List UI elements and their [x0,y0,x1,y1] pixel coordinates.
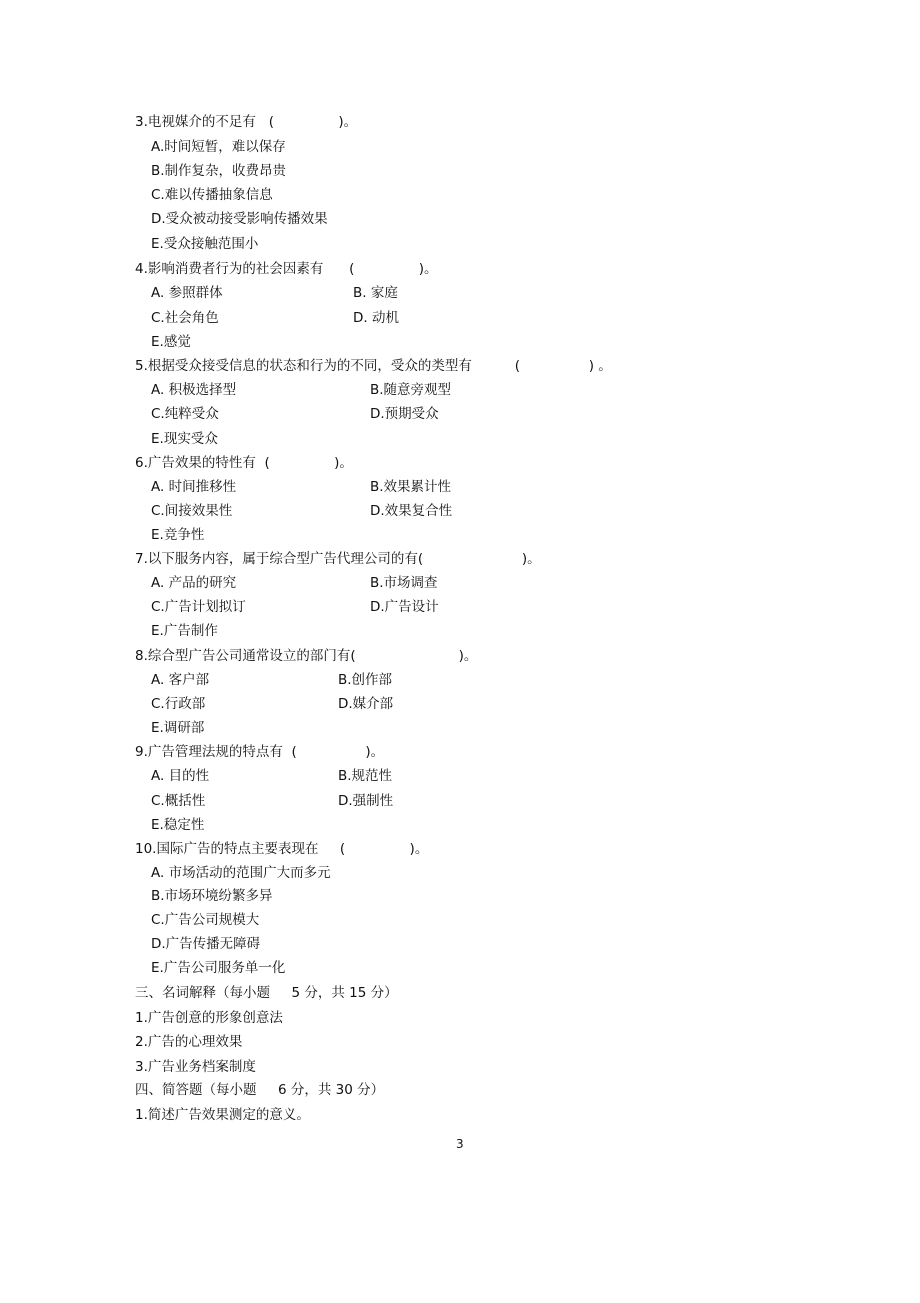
question-7-stem: 7.以下服务内容，属于综合型广告代理公司的有( )。 [135,551,541,567]
question-9-option-d: D.强制性 [338,793,394,809]
question-5-option-a: A. 积极选择型 [151,382,237,398]
question-4-option-c: C.社会角色 [151,310,219,326]
question-4-stem: 4.影响消费者行为的社会因素有 ( )。 [135,261,438,277]
question-5-option-e: E.现实受众 [151,431,218,447]
question-8-option-a: A. 客户部 [151,672,210,688]
page-number: 3 [456,1137,464,1151]
question-4-option-a: A. 参照群体 [151,285,223,301]
section-3-item-2: 2.广告的心理效果 [135,1034,243,1050]
section-3-item-1: 1.广告创意的形象创意法 [135,1010,283,1026]
question-9-stem: 9.广告管理法规的特点有 ( )。 [135,744,385,760]
question-3-option-e: E.受众接触范围小 [151,236,259,252]
question-6-option-e: E.竞争性 [151,527,205,543]
question-3-option-b: B.制作复杂，收费昂贵 [151,163,287,179]
question-4-option-e: E.感觉 [151,334,191,350]
question-10-stem: 10.国际广告的特点主要表现在 ( )。 [135,841,429,857]
question-10-option-e: E.广告公司服务单一化 [151,960,286,976]
question-9-option-a: A. 目的性 [151,768,210,784]
section-3-item-3: 3.广告业务档案制度 [135,1059,256,1075]
question-8-option-b: B.创作部 [338,672,393,688]
question-6-option-c: C.间接效果性 [151,503,233,519]
section-3-heading: 三、名词解释（每小题 5 分，共 15 分） [135,985,398,1001]
question-5-option-c: C.纯粹受众 [151,406,219,422]
question-7-option-b: B.市场调查 [370,575,438,591]
question-5-option-d: D.预期受众 [370,406,439,422]
question-10-option-a: A. 市场活动的范围广大而多元 [151,865,331,881]
question-5-stem: 5.根据受众接受信息的状态和行为的不同，受众的类型有 ( ) 。 [135,358,612,374]
question-8-stem: 8.综合型广告公司通常设立的部门有( )。 [135,648,478,664]
question-6-option-d: D.效果复合性 [370,503,453,519]
question-6-option-b: B.效果累计性 [370,479,452,495]
question-7-option-c: C.广告计划拟订 [151,599,246,615]
question-5-option-b: B.随意旁观型 [370,382,452,398]
question-7-option-e: E.广告制作 [151,623,218,639]
question-3-option-a: A.时间短暂，难以保存 [151,139,286,155]
question-4-option-b: B. 家庭 [353,285,398,301]
question-8-option-e: E.调研部 [151,720,205,736]
question-3-option-c: C.难以传播抽象信息 [151,187,273,203]
question-9-option-b: B.规范性 [338,768,393,784]
question-6-stem: 6.广告效果的特性有 ( )。 [135,455,353,471]
question-7-option-a: A. 产品的研究 [151,575,237,591]
question-9-option-c: C.概括性 [151,793,206,809]
section-4-item-1: 1.简述广告效果测定的意义。 [135,1107,310,1123]
question-10-option-b: B.市场环境纷繁多异 [151,888,273,904]
question-3-option-d: D.受众被动接受影响传播效果 [151,211,328,227]
question-6-option-a: A. 时间推移性 [151,479,237,495]
question-8-option-c: C.行政部 [151,696,206,712]
question-4-option-d: D. 动机 [353,310,399,326]
question-10-option-d: D.广告传播无障碍 [151,936,261,952]
question-3-stem: 3.电视媒介的不足有 ( )。 [135,114,358,130]
question-9-option-e: E.稳定性 [151,817,205,833]
question-8-option-d: D.媒介部 [338,696,394,712]
section-4-heading: 四、简答题（每小题 6 分，共 30 分） [135,1082,385,1098]
question-7-option-d: D.广告设计 [370,599,439,615]
question-10-option-c: C.广告公司规模大 [151,912,260,928]
